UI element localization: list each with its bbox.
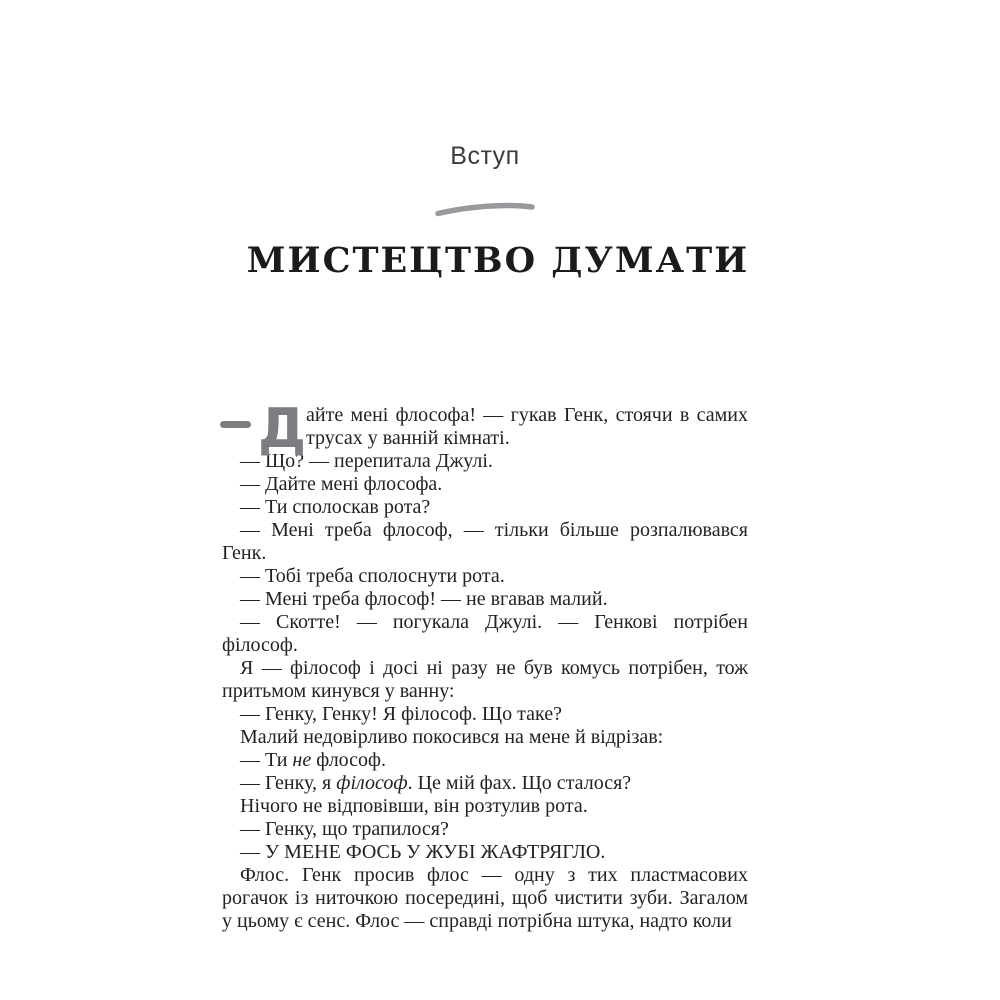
text-run: Малий недовірливо покосився на мене й відрізав: (240, 726, 664, 748)
drop-cap-letter: Д (258, 397, 307, 460)
paragraph (222, 473, 748, 496)
text-run: Нічого не відповівши, він розтулив рота. (240, 795, 588, 817)
text-run: — Ти (240, 749, 293, 771)
text-run: Флос. Генк просив флос — одну з тих пластмасових рогачок із ниточкою посередині, щоб чистити зуби. Загалом у цьому є сенс. Флос — справді потрібна штука, надто коли (222, 864, 748, 932)
section-label: Вступ (450, 142, 520, 170)
paragraph (222, 749, 748, 772)
text-run: — У МЕНЕ ФОСЬ У ЖУБІ ЖАФТРЯГЛО. (240, 841, 606, 863)
paragraph (222, 703, 748, 726)
text-run: — Мені треба флософ! — не вгавав малий. (240, 588, 608, 610)
paragraph (222, 588, 748, 611)
paragraph (222, 611, 748, 657)
text-run: — Генку, що трапилося? (240, 818, 449, 840)
text-run: — Дайте мені флософа. (240, 473, 443, 495)
text-run: — Генку, Генку! Я філософ. Що таке? (240, 703, 562, 725)
text-column (222, 0, 748, 933)
paragraph (222, 657, 748, 703)
text-run: — Генку, я (240, 772, 337, 794)
brush-stroke-decoration (222, 199, 748, 217)
drop-cap (222, 397, 307, 460)
paragraph (222, 519, 748, 565)
text-run: — Ти сполоскав рота? (240, 496, 431, 518)
text-run: Я — філософ і досі ні разу не був комусь потрібен, тож притьмом кинувся у ванну: (222, 657, 748, 702)
paragraph (222, 864, 748, 933)
paragraph (222, 818, 748, 841)
paragraph (222, 841, 748, 864)
text-run: — Тобі треба сполоснути рота. (240, 565, 505, 587)
chapter-title: МИСТЕЦТВО ДУМАТИ (246, 240, 750, 281)
paragraph (222, 795, 748, 818)
text-run: . Це мій фах. Що сталося? (407, 772, 632, 794)
paragraph-dropcap (222, 397, 748, 460)
paragraph (222, 496, 748, 519)
italic-text: філософ (336, 772, 408, 794)
paragraph (222, 772, 748, 795)
drop-cap-dash (220, 421, 251, 428)
brush-stroke-icon (433, 199, 537, 217)
text-run: — Скотте! — погукала Джулі. — Генкові потрібен філософ. (222, 611, 748, 656)
text-run: — Що? — перепитала Джулі. (240, 450, 493, 472)
italic-text: не (292, 749, 312, 771)
text-run: айте мені флософа! — гукав Генк, стоячи в самих трусах у ванній кімнаті. (306, 404, 748, 449)
text-run: флософ. (311, 749, 387, 771)
paragraph (222, 565, 748, 588)
paragraph (222, 726, 748, 749)
body-text (222, 397, 748, 933)
text-run: — Мені треба флософ, — тільки більше розпалювався Генк. (222, 519, 748, 564)
